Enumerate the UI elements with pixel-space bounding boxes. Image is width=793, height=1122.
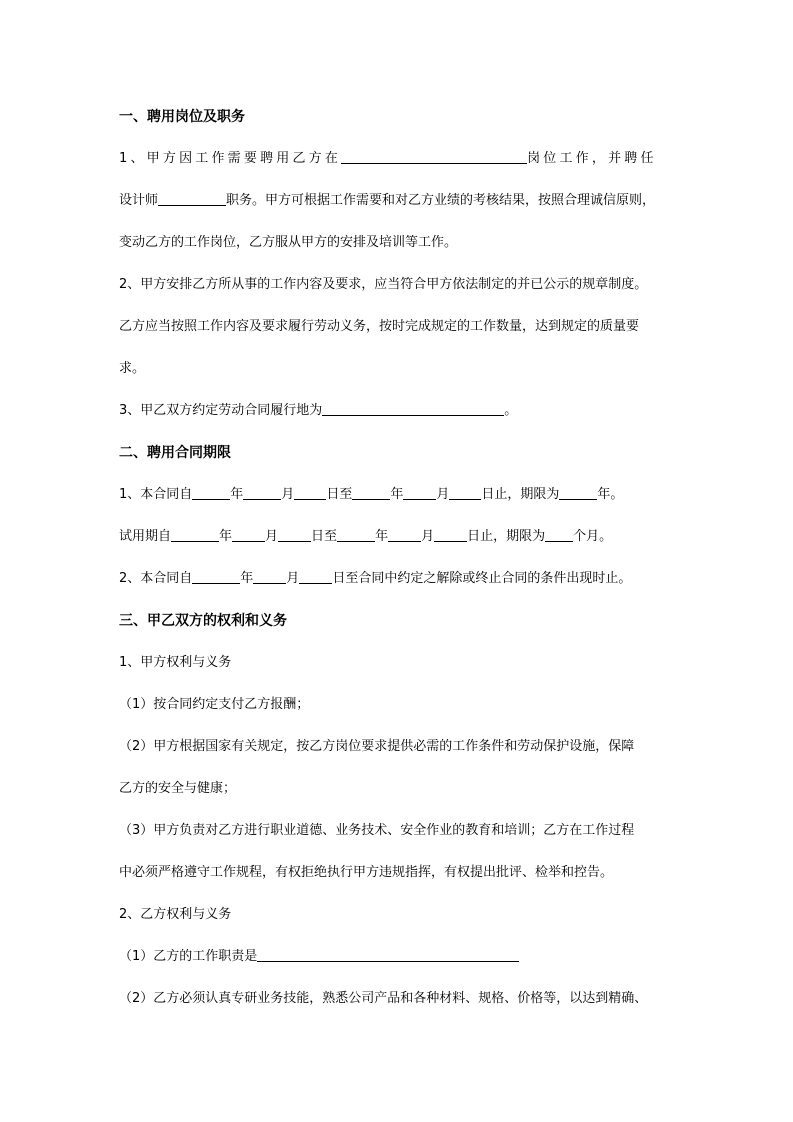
year-label: 年 — [219, 529, 233, 544]
start-month-blank[interactable] — [243, 485, 281, 500]
end-year-blank[interactable] — [352, 485, 390, 500]
probation-months-blank[interactable] — [545, 527, 573, 542]
section-1-item-2-line-3: 求。 — [119, 361, 146, 376]
contract-open-term-line — [119, 569, 631, 589]
section-1-item-1-line-3: 变动乙方的工作岗位，乙方服从甲方的安排及培训等工作。 — [119, 235, 458, 250]
day-to-label: 日至 — [311, 529, 338, 544]
party-b-item-1 — [119, 947, 519, 967]
item-2-prefix: 2、本合同自 — [119, 571, 193, 586]
party-a-item-1: （1）按合同约定支付乙方报酬； — [119, 697, 310, 712]
contract-term-line — [119, 485, 623, 505]
probation-start-year-blank[interactable] — [171, 527, 219, 542]
term-limit-label: 日止，期限为 — [481, 487, 560, 502]
year-label: 年 — [375, 529, 389, 544]
term-years-blank[interactable] — [559, 485, 597, 500]
section-1-item-3 — [119, 401, 517, 421]
section-1-item-2-line-2: 乙方应当按照工作内容及要求履行劳动义务，按时完成规定的工作数量，达到规定的质量要 — [119, 319, 640, 334]
open-start-year-blank[interactable] — [192, 569, 240, 584]
end-month-blank[interactable] — [403, 485, 436, 500]
item-1-text-b: 岗位工作，并聘任 — [527, 151, 657, 166]
item-3-text-a: 3、甲乙双方约定劳动合同履行地为 — [119, 403, 323, 418]
item-3-text-b: 。 — [504, 403, 518, 418]
month-label: 月 — [265, 529, 279, 544]
party-a-item-2-line-2: 乙方的安全与健康； — [119, 781, 237, 796]
period-label: 年。 — [597, 487, 624, 502]
start-year-blank[interactable] — [192, 485, 230, 500]
item-1-text-a: 1、甲方因工作需要聘用乙方在 — [119, 151, 342, 166]
section-1-item-1-line-2 — [119, 191, 655, 211]
party-a-item-3-line-2: 中必须严格遵守工作规程，有权拒绝执行甲方违规指挥，有权提出批评、检举和控告。 — [119, 865, 614, 880]
item-1-text-d: 职务。甲方可根据工作需要和对乙方业绩的考核结果，按照合理诚信原则， — [226, 193, 656, 208]
section-3-heading: 三、甲乙双方的权利和义务 — [119, 613, 287, 629]
party-b-item-2: （2）乙方必须认真专研业务技能，熟悉公司产品和各种材料、规格、价格等，以达到精确、 — [119, 991, 648, 1006]
work-location-blank[interactable] — [322, 401, 504, 416]
year-label: 年 — [230, 487, 244, 502]
item-1-text-c: 设计师 — [119, 193, 159, 208]
probation-start-month-blank[interactable] — [232, 527, 265, 542]
year-label: 年 — [240, 571, 254, 586]
probation-prefix: 试用期自 — [119, 529, 172, 544]
month-label: 月 — [286, 571, 300, 586]
section-1-heading: 一、聘用岗位及职务 — [119, 109, 245, 125]
title-blank[interactable] — [158, 191, 226, 206]
open-start-day-blank[interactable] — [299, 569, 332, 584]
term-prefix: 1、本合同自 — [119, 487, 193, 502]
probation-end-year-blank[interactable] — [337, 527, 375, 542]
section-1-item-2-line-1: 2、甲方安排乙方所从事的工作内容及要求，应当符合甲方依法制定的并已公示的规章制度。 — [119, 277, 648, 292]
probation-end-day-blank[interactable] — [434, 527, 467, 542]
start-day-blank[interactable] — [294, 485, 326, 500]
party-b-item-1-text: （1）乙方的工作职责是 — [119, 949, 258, 964]
month-label: 月 — [421, 529, 435, 544]
month-label: 月 — [281, 487, 295, 502]
day-to-label: 日至 — [326, 487, 353, 502]
party-b-title: 2、乙方权利与义务 — [119, 907, 232, 922]
probation-start-day-blank[interactable] — [278, 527, 311, 542]
probation-line — [119, 527, 612, 547]
position-blank[interactable] — [341, 149, 527, 164]
section-2-heading: 二、聘用合同期限 — [119, 445, 231, 461]
party-a-item-2-line-1: （2）甲方根据国家有关规定，按乙方岗位要求提供必需的工作条件和劳动保护设施，保障 — [119, 739, 635, 754]
item-2-suffix: 日至合同中约定之解除或终止合同的条件出现时止。 — [332, 571, 632, 586]
year-label: 年 — [390, 487, 404, 502]
party-a-title: 1、甲方权利与义务 — [119, 655, 232, 670]
open-start-month-blank[interactable] — [253, 569, 286, 584]
term-limit-label: 日止，期限为 — [467, 529, 546, 544]
party-a-item-3-line-1: （3）甲方负责对乙方进行职业道德、业务技术、安全作业的教育和培训；乙方在工作过程 — [119, 823, 635, 838]
month-label: 月 — [436, 487, 450, 502]
month-unit-label: 个月。 — [573, 529, 613, 544]
probation-end-month-blank[interactable] — [388, 527, 421, 542]
end-day-blank[interactable] — [449, 485, 481, 500]
section-1-item-1-line-1 — [119, 149, 657, 169]
job-duties-blank[interactable] — [257, 947, 519, 962]
